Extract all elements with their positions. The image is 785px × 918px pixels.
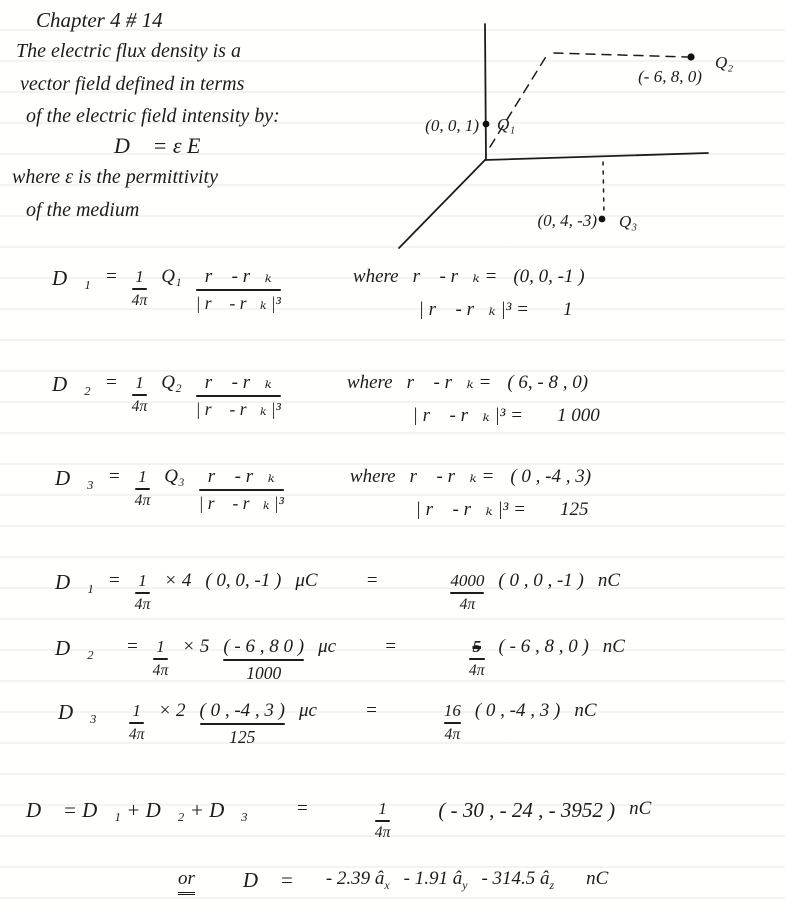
fraction-bar (132, 394, 148, 396)
magnitude-lhs: | r⃗ - r⃗ₖ |³ = (418, 298, 529, 320)
one-over-4pi-fraction (132, 373, 148, 416)
result-fraction (469, 637, 485, 680)
term-x (326, 868, 390, 893)
intro-line-4: where ε is the permittivity (12, 166, 218, 188)
result-vector: ( 0 , -4 , 3 ) (474, 700, 561, 721)
fraction-bar (199, 489, 284, 491)
d1-symbol: D⃗₁ (52, 266, 91, 290)
where-values (413, 266, 585, 322)
unit-microcoulomb: μc (318, 636, 337, 657)
q3-coords-label: (0, 4, -3) (537, 211, 597, 230)
fraction-denominator: 4π (374, 823, 391, 841)
y-axis (485, 153, 708, 160)
unit-vector-z-subscript: z (549, 878, 555, 892)
equation-d1-definition (52, 266, 585, 322)
vector-ratio-fraction (196, 266, 281, 313)
fraction-denominator: 125 (229, 726, 256, 747)
fraction-bar (132, 288, 148, 290)
fraction-denominator: | r⃗ - r⃗ₖ |³ (195, 292, 281, 313)
result-vector: ( 0 , 0 , -1 ) (498, 570, 584, 591)
one-over-4pi-fraction (135, 571, 151, 614)
fraction-numerator: 16 (443, 701, 461, 720)
difference-value: ( 6, - 8 , 0) (507, 372, 589, 393)
fraction-numerator: 1 (378, 799, 387, 818)
result-vector: ( - 6 , 8 , 0 ) (498, 636, 589, 657)
d2-symbol: D⃗₂ (55, 636, 94, 660)
charge-q1-symbol: Q₁ (161, 266, 182, 287)
d-symbol: D⃗ = (242, 868, 294, 892)
unit-vector-y-subscript: y (462, 878, 468, 892)
fraction-denominator: 4π (134, 491, 151, 509)
times-charge: × 2 (158, 700, 186, 721)
intro-line-2: vector field defined in terms (20, 73, 245, 95)
term-y (404, 868, 468, 893)
fraction-bar (153, 658, 169, 660)
coordinate-axes-diagram (393, 14, 785, 254)
fraction-denominator: | r⃗ - r⃗ₖ |³ (195, 398, 281, 419)
equals-sign: = (125, 636, 139, 657)
fraction-denominator: 1000 (246, 662, 282, 683)
vector-over-magnitude-fraction (200, 700, 285, 747)
intro-line-1: The electric flux density is a (16, 40, 241, 62)
unit-nanocoulomb: nC (602, 636, 625, 657)
q2-label: Q₂ (715, 53, 734, 72)
one-over-4pi-fraction (153, 637, 169, 680)
unit-microcoulomb: μC (295, 570, 318, 591)
fraction-bar (375, 820, 391, 822)
vector-ratio-fraction (196, 372, 281, 419)
equation-total-sum (26, 798, 651, 842)
equals-sign: = (107, 570, 121, 591)
fraction-bar (450, 592, 484, 594)
d1-symbol: D⃗₁ (55, 570, 94, 594)
or-word: or (178, 868, 195, 895)
charge-q1-dot (483, 121, 490, 128)
times-charge: × 5 (182, 636, 210, 657)
page-title: Chapter 4 # 14 (36, 8, 163, 32)
difference-lhs: r⃗ - r⃗ₖ = (412, 266, 498, 287)
where-values (410, 466, 591, 522)
fraction-numerator: r⃗ - r⃗ₖ (204, 266, 272, 287)
fraction-numerator: 1 (135, 373, 144, 392)
fraction-numerator: 1 (138, 467, 147, 486)
term-z-coefficient: - 314.5 â (481, 868, 550, 889)
result-fraction (450, 571, 484, 614)
fraction-bar (135, 592, 151, 594)
one-over-4pi-fraction (375, 799, 391, 842)
fraction-numerator-corrected: 5 (472, 637, 481, 656)
fraction-numerator: r⃗ - r⃗ₖ (207, 466, 275, 487)
difference-lhs: r⃗ - r⃗ₖ = (406, 372, 492, 393)
fraction-denominator: 4π (134, 595, 151, 613)
fraction-bar (200, 723, 285, 725)
fraction-numerator: 1 (135, 267, 144, 286)
fraction-bar (196, 395, 281, 397)
magnitude-lhs: | r⃗ - r⃗ₖ |³ = (412, 404, 523, 426)
difference-lhs: r⃗ - r⃗ₖ = (409, 466, 495, 487)
unit-nanocoulomb: nC (586, 868, 609, 889)
q1-label: Q₁ (497, 115, 516, 134)
fraction-numerator: ( 0 , -4 , 3 ) (199, 700, 286, 721)
one-over-4pi-fraction (129, 701, 145, 744)
term-z (481, 868, 554, 893)
equation-d1-evaluation (55, 570, 620, 614)
intro-line-5: of the medium (26, 199, 140, 221)
fraction-bar (223, 659, 304, 661)
equation-d2-definition (52, 372, 600, 428)
vector-value: ( 0, 0, -1 ) (205, 570, 282, 591)
vector-ratio-fraction (199, 466, 284, 513)
fraction-numerator: 1 (132, 701, 141, 720)
d-total-sum-lhs: D⃗ = D⃗₁ + D⃗₂ + D⃗₃ (26, 798, 248, 822)
vector-over-magnitude-fraction (223, 636, 304, 683)
dashed-line-to-q3 (603, 162, 604, 215)
unit-nanocoulomb: nC (574, 700, 597, 721)
d3-symbol: D⃗₃ (55, 466, 94, 490)
equals-sign: = (365, 700, 378, 721)
d3-symbol: D⃗₃ (58, 700, 97, 724)
main-equation: D⃗ = ε E⃗ (114, 133, 218, 158)
fraction-denominator: 4π (152, 661, 169, 679)
equals-sign: = (295, 798, 309, 819)
fraction-denominator: 4π (131, 291, 148, 309)
fraction-bar (196, 289, 281, 291)
fraction-denominator: 4π (468, 661, 485, 679)
term-x-coefficient: - 2.39 â (325, 868, 385, 889)
fraction-bar (135, 488, 151, 490)
where-values (407, 372, 600, 428)
where-word: where (346, 372, 393, 393)
equation-d2-evaluation (55, 636, 625, 683)
fraction-numerator: 1 (138, 571, 147, 590)
magnitude-value: 125 (559, 498, 589, 520)
z-axis (485, 24, 486, 160)
times-charge: × 4 (164, 570, 192, 591)
fraction-numerator: ( - 6 , 8 0 ) (223, 636, 305, 657)
equals-sign: = (384, 636, 397, 657)
q2-coords-label: (- 6, 8, 0) (638, 67, 702, 86)
equals-sign: = (104, 372, 118, 393)
fraction-denominator: 4π (459, 595, 476, 613)
fraction-numerator: 4000 (450, 571, 485, 590)
d2-symbol: D⃗₂ (52, 372, 91, 396)
equals-sign: = (104, 266, 118, 287)
fraction-denominator: | r⃗ - r⃗ₖ |³ (198, 492, 284, 513)
fraction-bar (129, 722, 145, 724)
equation-d3-evaluation (58, 700, 597, 747)
unit-nanocoulomb: nC (629, 798, 652, 819)
term-y-coefficient: - 1.91 â (403, 868, 463, 889)
result-fraction (444, 701, 461, 744)
fraction-bar (444, 722, 461, 724)
difference-value: (0, 0, -1 ) (513, 266, 585, 287)
one-over-4pi-fraction (135, 467, 151, 510)
where-word: where (352, 266, 399, 287)
magnitude-value: 1 000 (556, 404, 600, 426)
equation-d3-definition (55, 466, 591, 522)
fraction-denominator: 4π (128, 725, 145, 743)
total-vector: ( - 30 , - 24 , - 3952 ) (438, 798, 616, 822)
fraction-numerator: 1 (156, 637, 165, 656)
charge-q3-dot (599, 216, 606, 223)
charge-q2-symbol: Q₂ (161, 372, 182, 393)
unit-microcoulomb: μc (299, 700, 317, 721)
magnitude-lhs: | r⃗ - r⃗ₖ |³ = (415, 498, 526, 520)
q1-coords-label: (0, 0, 1) (425, 116, 479, 135)
fraction-numerator: r⃗ - r⃗ₖ (204, 372, 272, 393)
equals-sign: = (365, 570, 379, 591)
one-over-4pi-fraction (132, 267, 148, 310)
fraction-denominator: 4π (131, 397, 148, 415)
dashed-line-to-q2-run (554, 53, 687, 57)
unit-nanocoulomb: nC (597, 570, 621, 591)
charge-q2-dot (687, 53, 694, 60)
x-axis (399, 160, 485, 248)
where-word: where (349, 466, 396, 487)
intro-line-3: of the electric field intensity by: (26, 105, 280, 127)
fraction-bar (469, 658, 485, 660)
difference-value: ( 0 , -4 , 3) (510, 466, 592, 487)
magnitude-value: 1 (562, 298, 573, 320)
equation-final-answer (178, 868, 608, 895)
equals-sign: = (107, 466, 121, 487)
q3-label: Q₃ (619, 212, 638, 231)
fraction-denominator: 4π (444, 725, 461, 743)
charge-q3-symbol: Q₃ (164, 466, 185, 487)
unit-vector-x-subscript: x (384, 878, 390, 892)
